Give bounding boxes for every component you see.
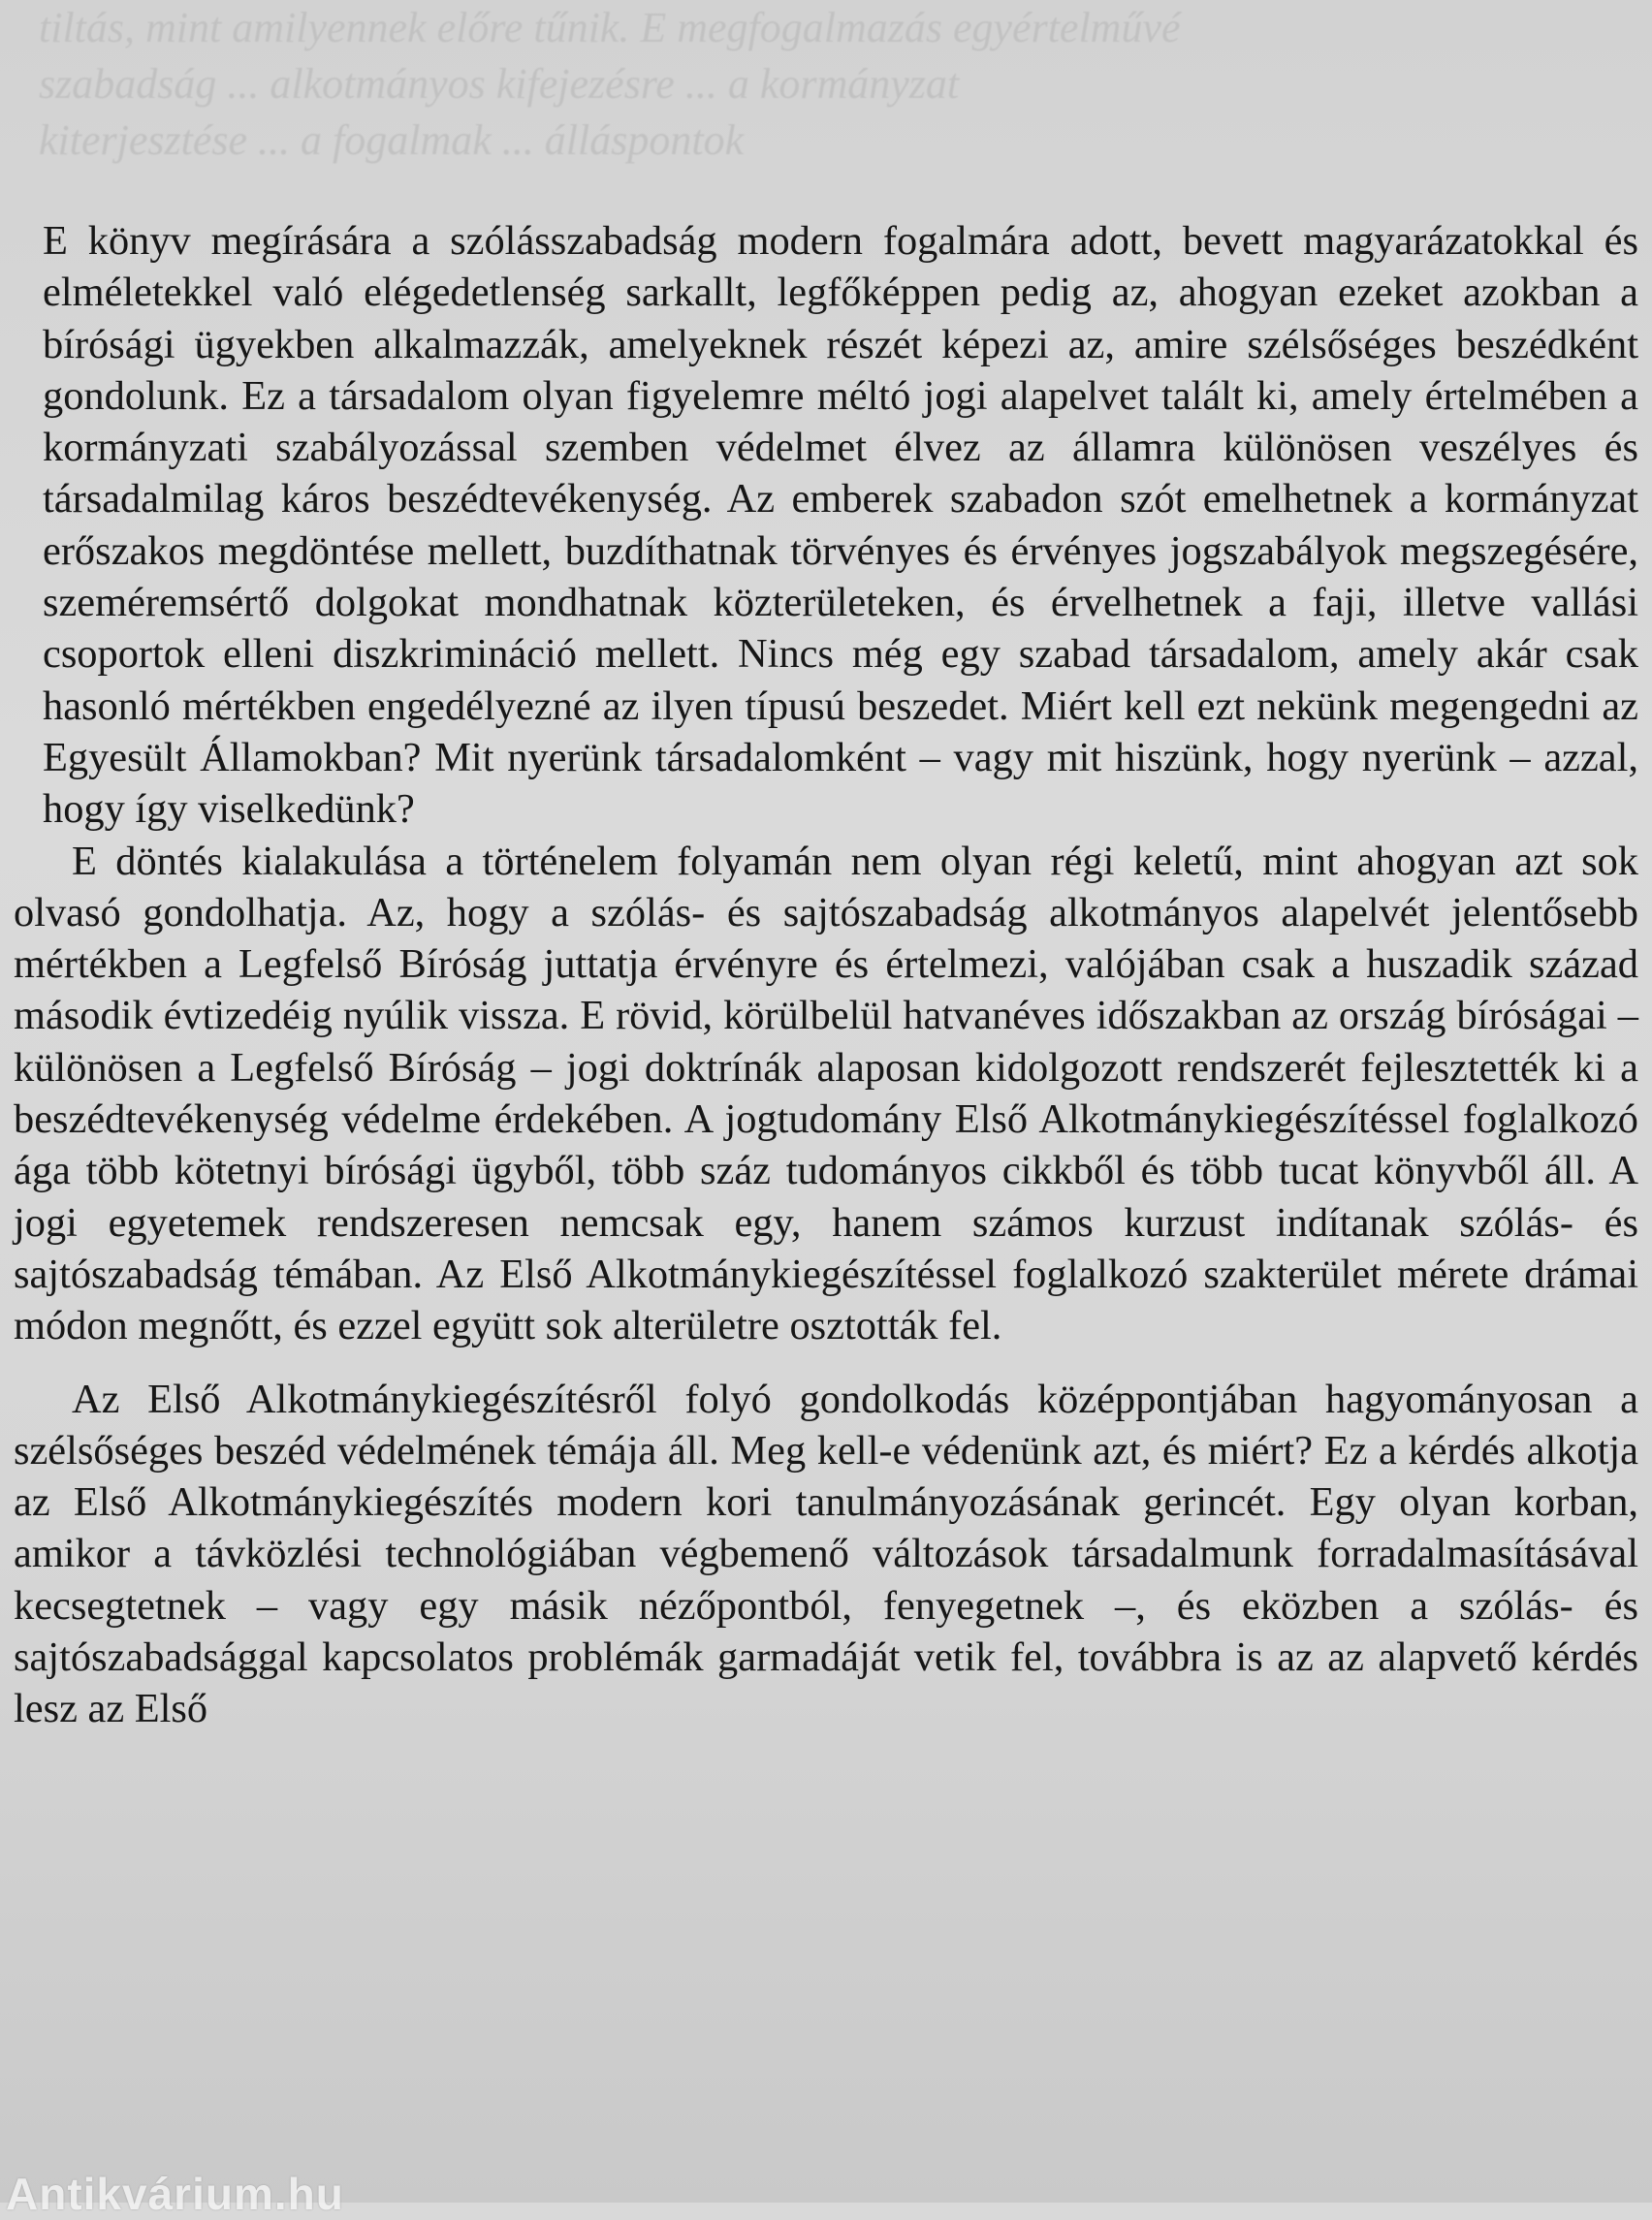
paragraph-3: Az Első Alkotmánykiegészítésről folyó gondolkodás középpontjában hagyományosan a szélsőséges beszéd védelmének témája áll. Meg kell-e védenünk azt, és miért? Ez a kérdés alkotja az Első Alkotmánykiegészítés modern kori tanulmányozásának gerincét. Egy olyan korban, amikor a távközlési technológiában végbemenő változások társadalmunk forradalmasításával kecsegtetnek – vagy egy másik nézőpontból, fenyegetnek –, és eközben a szólás- és sajtószabadsággal kapcsolatos problémák garmadáját vetik fel, továbbra is az az alapvető kérdés lesz az Első: [14, 1376, 1638, 1732]
bleed-through-text: [39, 0, 1629, 204]
body-text: [14, 215, 1638, 1735]
paragraph-1: E könyv megírására a szólásszabadság modern fogalmára adott, bevett magyarázatokkal és elméletekkel való elégedetlenség sarkallt, legfőképpen pedig az, ahogyan ezeket azokban a bírósági ügyekben alkalmazzák, amelyeknek részét képezi az, amire szélsőséges beszédként gondolunk. Ez a társadalom olyan figyelemre méltó jogi alapelvet talált ki, amely értelmében a kormányzati szabályozással szemben védelmet élvez az államra különösen veszélyes és társadalmilag káros beszédtevékenység. Az emberek szabadon szót emelhetnek a kormányzat erőszakos megdöntése mellett, buzdíthatnak törvényes és érvényes jogszabályok megszegésére, szeméremsértő dolgokat mondhatnak közterületeken, és érvelhetnek a faji, illetve vallási csoportok elleni diszkrimináció mellett. Nincs még egy szabad társadalom, amely akár csak hasonló mértékben engedélyezné az ilyen típusú beszedet. Miért kell ezt nekünk megengedni az Egyesült Államokban? Mit nyerünk társadalomként – vagy mit hiszünk, hogy nyerünk – azzal, hogy így viselkedünk?: [43, 218, 1638, 833]
bleed-through-line: kiterjesztése ... a fogalmak ... álláspontok: [39, 116, 745, 164]
paragraph-2: E döntés kialakulása a történelem folyamán nem olyan régi keletű, mint ahogyan azt sok olvasó gondolhatja. Az, hogy a szólás- és sajtószabadság alkotmányos alapelvét jelentősebb mértékben a Legfelső Bíróság juttatja érvényre és értelmezi, valójában csak a huszadik század második évtizedéig nyúlik vissza. E rövid, körülbelül hatvanéves időszakban az ország bíróságai – különösen a Legfelső Bíróság – jogi doktrínák alaposan kidolgozott rendszerét fejlesztették ki a beszédtevékenység védelme érdekében. A jogtudomány Első Alkotmánykiegészítéssel foglalkozó ága több kötetnyi bírósági ügyből, több száz tudományos cikkből és több tucat könyvből áll. A jogi egyetemek rendszeresen nemcsak egy, hanem számos kurzust indítanak szólás- és sajtószabadság témában. Az Első Alkotmánykiegészítéssel foglalkozó szakterület mérete drámai módon megnőtt, és ezzel együtt sok alterületre osztották fel.: [14, 838, 1638, 1349]
bleed-through-line: tiltás, mint amilyennek előre tűnik. E megfogalmazás egyértelművé: [39, 4, 1181, 51]
watermark-logo: Antikvárium.hu: [6, 2169, 344, 2219]
bleed-through-line: szabadság ... alkotmányos kifejezésre ... a kormányzat: [39, 60, 960, 108]
